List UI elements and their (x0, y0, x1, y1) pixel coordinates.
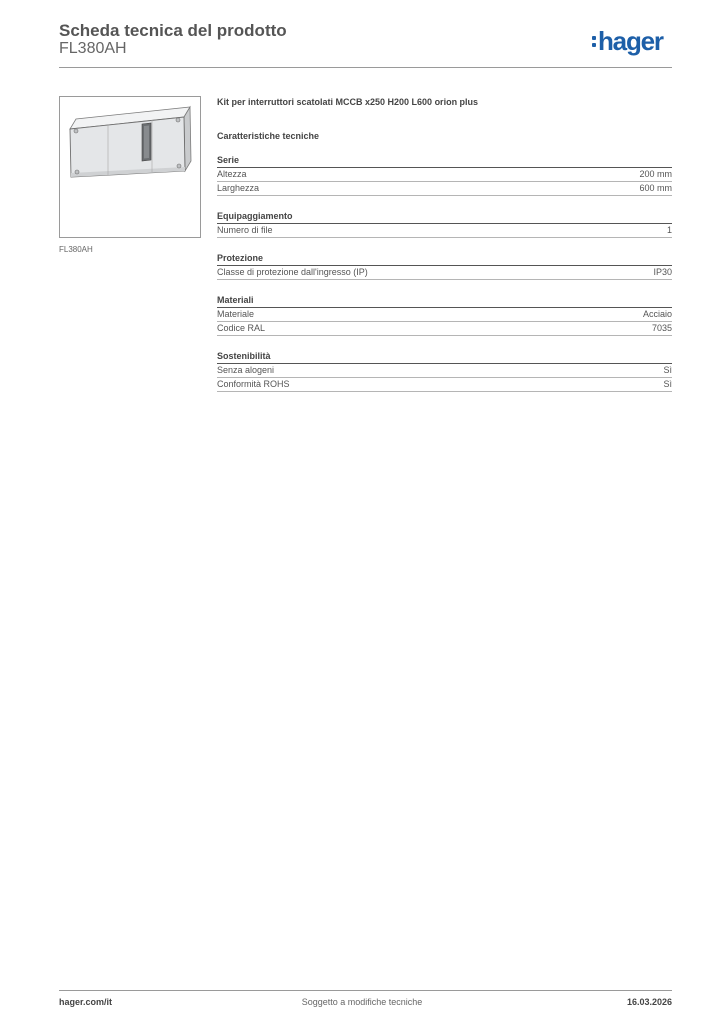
spec-value: 600 mm (639, 183, 672, 193)
spec-value: Sì (663, 379, 672, 389)
footer-website-link[interactable]: hager.com/it (59, 997, 113, 1007)
spec-group-sostenibilita (217, 350, 672, 392)
spec-row (217, 168, 672, 182)
footer-date: 16.03.2026 (626, 997, 672, 1007)
spec-label: Altezza (217, 169, 247, 179)
logo-text: hager (598, 26, 663, 56)
spec-group-equipaggiamento (217, 210, 672, 238)
spec-label: Numero di file (217, 225, 273, 235)
spec-label: Senza alogeni (217, 365, 275, 375)
spec-row (217, 308, 672, 322)
spec-group-title: Sostenibilità (217, 350, 672, 364)
spec-group-title: Equipaggiamento (217, 210, 672, 224)
spec-group-serie (217, 154, 672, 196)
header-divider (59, 67, 672, 68)
spec-value: 200 mm (639, 169, 672, 179)
spec-group-title: Protezione (217, 252, 672, 266)
footer-divider (59, 990, 672, 991)
spec-group-materiali (217, 294, 672, 336)
product-code: FL380AH (59, 40, 127, 57)
enclosure-kit-illustration (60, 97, 200, 237)
footer-notice: Soggetto a modifiche tecniche (301, 997, 423, 1007)
spec-value: IP30 (653, 267, 672, 277)
spec-row (217, 322, 672, 336)
spec-value: Acciaio (642, 309, 672, 319)
spec-row (217, 378, 672, 392)
tech-specs-heading: Caratteristiche tecniche (217, 131, 320, 141)
spec-label: Larghezza (217, 183, 260, 193)
spec-label: Codice RAL (217, 323, 266, 333)
spec-label: Conformità ROHS (217, 379, 290, 389)
product-image-caption: FL380AH (59, 245, 93, 254)
spec-value: 1 (666, 225, 672, 235)
logo-dots-icon (592, 36, 596, 47)
product-specs (217, 96, 672, 392)
spec-row (217, 182, 672, 196)
spec-value: Sì (663, 365, 672, 375)
spec-label: Classe di protezione dall'ingresso (IP) (217, 267, 368, 277)
spec-row (217, 364, 672, 378)
spec-group-title: Materiali (217, 294, 672, 308)
hager-logo (592, 28, 663, 54)
spec-row (217, 224, 672, 238)
spec-label: Materiale (217, 309, 255, 319)
spec-group-title: Serie (217, 154, 672, 168)
page-title: Scheda tecnica del prodotto (59, 21, 287, 40)
product-image (59, 96, 201, 238)
spec-group-protezione (217, 252, 672, 280)
product-name: Kit per interruttori scatolati MCCB x250 H200 L600 orion plus (217, 97, 479, 107)
spec-row (217, 266, 672, 280)
spec-value: 7035 (651, 323, 672, 333)
